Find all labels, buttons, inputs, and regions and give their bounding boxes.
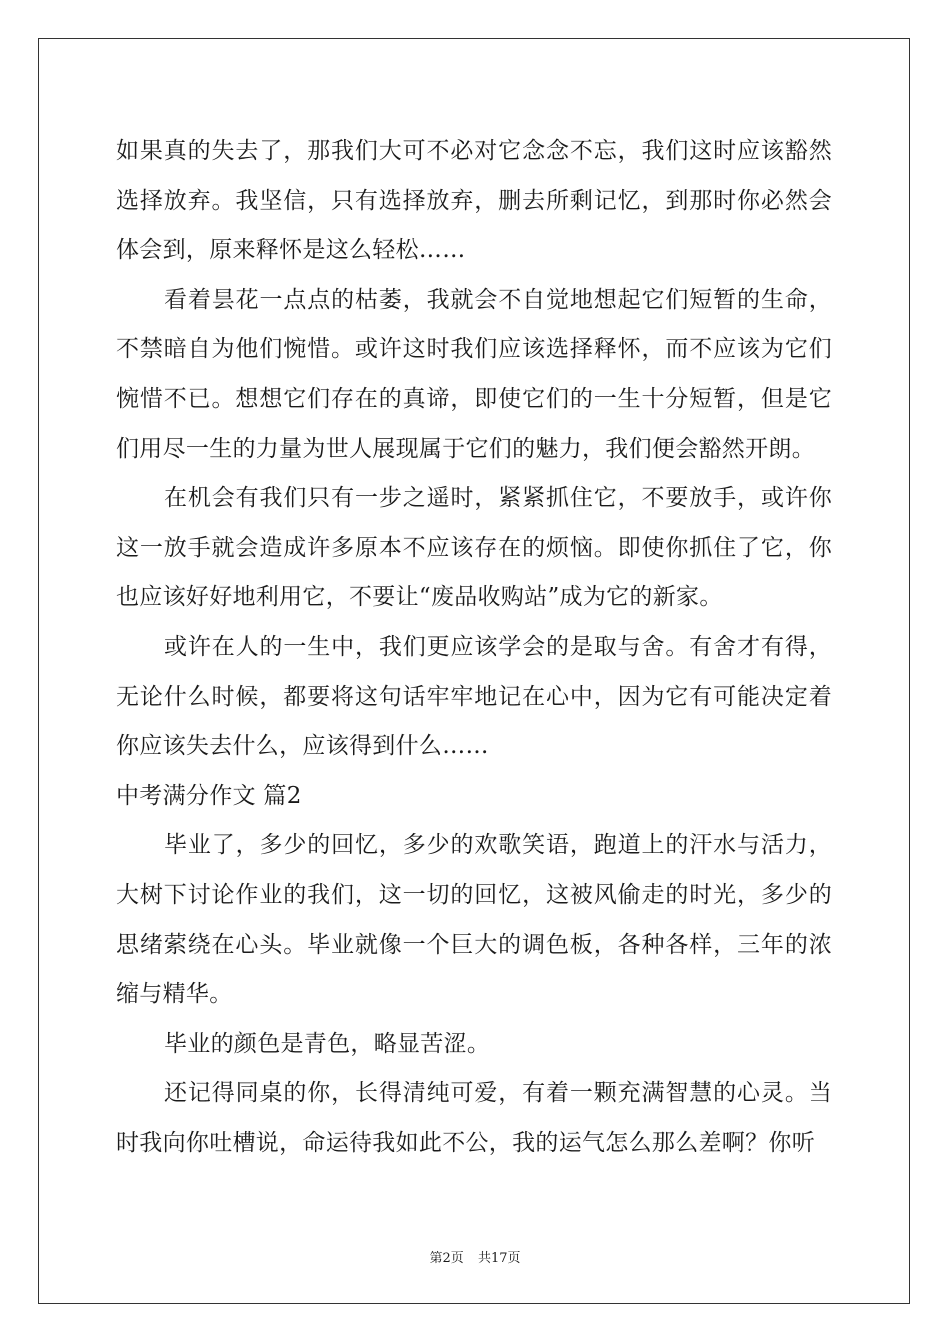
paragraph-5: 毕业了，多少的回忆，多少的欢歌笑语，跑道上的汗水与活力，大树下讨论作业的我们，这一切的回忆，这被风偷走的时光，多少的思绪萦绕在心头。毕业就像一个巨大的调色板，各种各样，三年的浓缩与精华。 [116,832,832,1008]
paragraph-7: 还记得同桌的你，长得清纯可爱，有着一颗充满智慧的心灵。当时我向你吐槽说，命运待我如此不公，我的运气怎么那么差啊？你听 [116,1080,832,1156]
paragraph-1: 如果真的失去了，那我们大可不必对它念念不忘，我们这时应该豁然选择放弃。我坚信，只有选择放弃，删去所剩记忆，到那时你必然会体会到，原来释怀是这么轻松…… [116,138,832,264]
paragraph-3: 在机会有我们只有一步之遥时，紧紧抓住它，不要放手，或许你这一放手就会造成许多原本不应该存在的烦恼。即使你抓住了它，你也应该好好地利用它，不要让“废品收购站”成为它的新家。 [116,485,832,611]
page-total: 共17页 [477,1251,521,1266]
paragraph-6: 毕业的颜色是青色，略显苦涩。 [164,1030,491,1057]
document-body [116,127,832,1168]
section-heading: 中考满分作文 篇2 [116,782,302,809]
page-footer [0,1247,950,1266]
page-number: 第2页 [429,1251,464,1266]
paragraph-2: 看着昙花一点点的枯萎，我就会不自觉地想起它们短暂的生命，不禁暗自为他们惋惜。或许这时我们应该选择释怀，而不应该为它们惋惜不已。想想它们存在的真谛，即使它们的一生十分短暂，但是它们用尽一生的力量为世人展现属于它们的魅力，我们便会豁然开朗。 [116,286,832,462]
paragraph-4: 或许在人的一生中，我们更应该学会的是取与舍。有舍才有得，无论什么时候，都要将这句话牢牢地记在心中，因为它有可能决定着你应该失去什么，应该得到什么…… [116,633,832,760]
